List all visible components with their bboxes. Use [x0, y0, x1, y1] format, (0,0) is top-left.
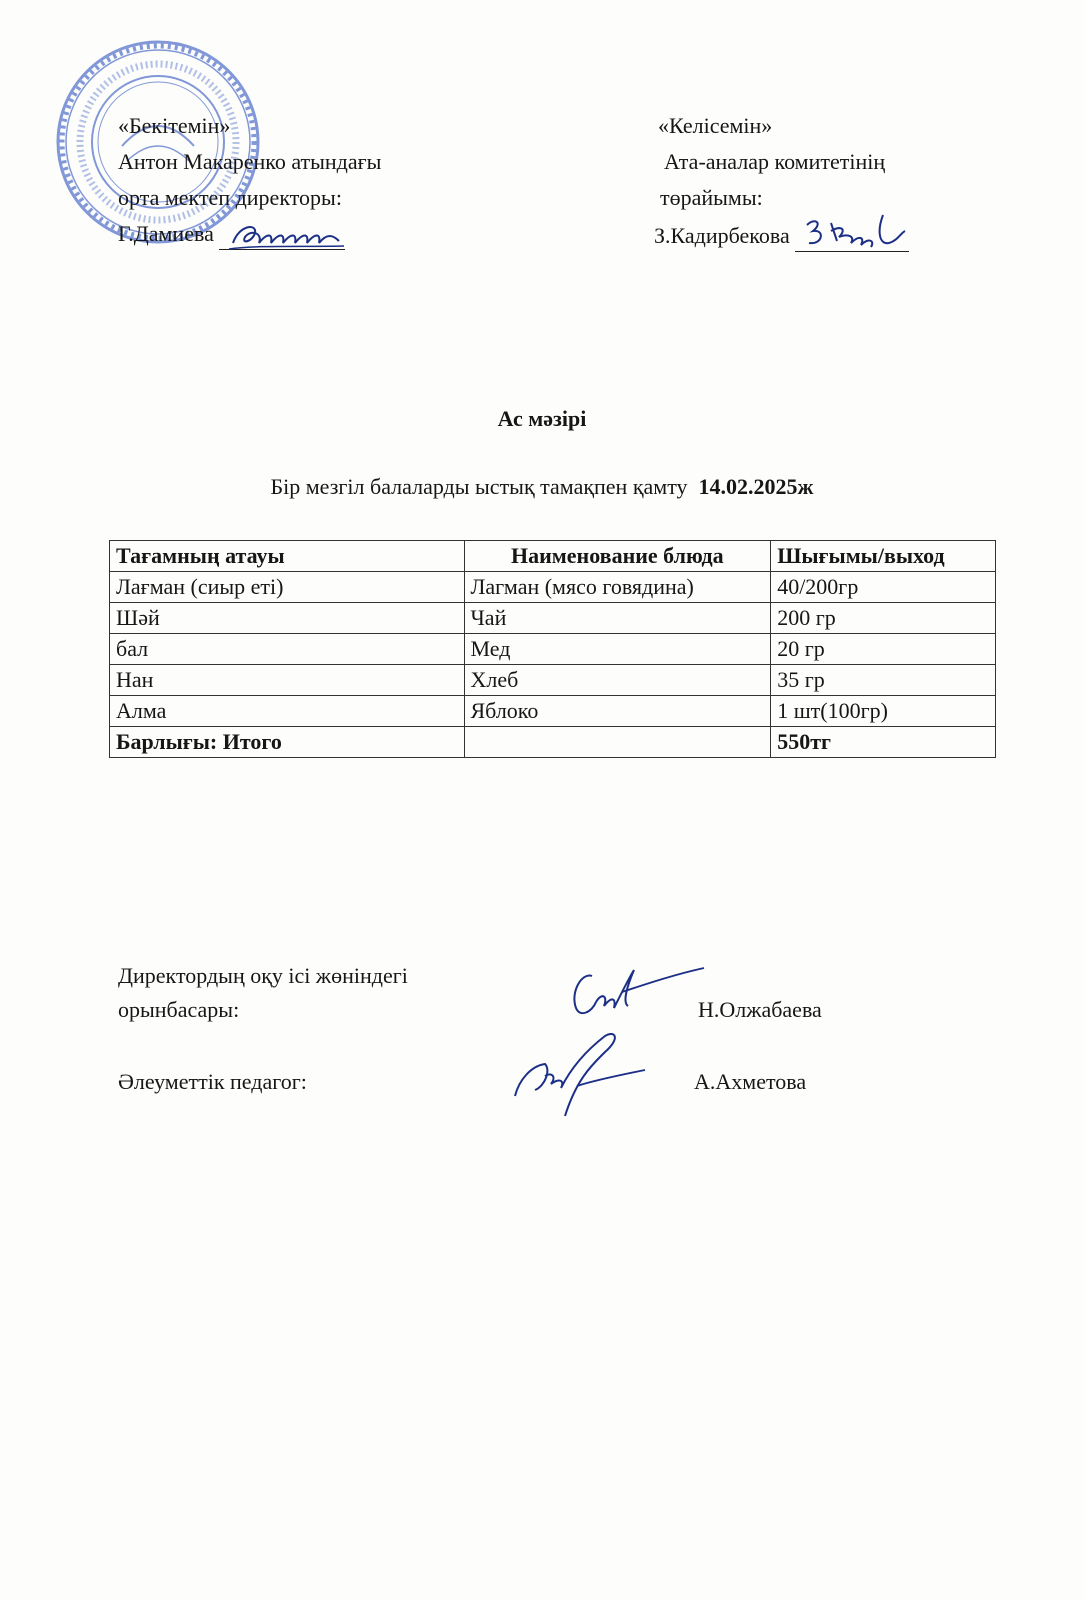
approve-heading: «Бекітемін» [118, 113, 231, 138]
approve-name-line [118, 218, 345, 250]
deputy-line1: Директордың оқу ісі жөніндегі [118, 963, 408, 988]
cell-kazakh: бал [110, 634, 465, 665]
agree-name: З.Кадирбекова [654, 223, 790, 248]
header-russian: Наименование блюда [464, 541, 771, 572]
subtitle-date: 14.02.2025ж [698, 474, 814, 499]
table-header-row [110, 541, 996, 572]
cell-russian: Чай [464, 603, 771, 634]
header-output: Шығымы/выход [771, 541, 996, 572]
document-subtitle [0, 474, 1084, 500]
cell-russian: Лагман (мясо говядина) [464, 572, 771, 603]
agree-signature-line [795, 225, 909, 252]
deputy-line2: орынбасары: [118, 997, 240, 1022]
cell-kazakh: Лағман (сиыр еті) [110, 572, 465, 603]
deputy-signature [562, 962, 712, 1024]
cell-kazakh: Алма [110, 696, 465, 727]
table-row [110, 634, 996, 665]
table-row [110, 572, 996, 603]
cell-kazakh: Шәй [110, 603, 465, 634]
approve-signature-line [219, 223, 345, 250]
agree-heading: «Келісемін» [658, 113, 773, 138]
table-total-row [110, 727, 996, 758]
cell-kazakh: Нан [110, 665, 465, 696]
cell-output: 40/200гр [771, 572, 996, 603]
committee-signature [801, 211, 913, 253]
social-signature [505, 1030, 655, 1122]
approve-line2: орта мектеп директоры: [118, 185, 342, 210]
approve-name: Г.Дамиева [118, 221, 214, 246]
cell-russian: Яблоко [464, 696, 771, 727]
total-empty [464, 727, 771, 758]
table-row [110, 696, 996, 727]
cell-russian: Мед [464, 634, 771, 665]
cell-output: 200 гр [771, 603, 996, 634]
agree-line1: Ата-аналар комитетінің [664, 149, 886, 174]
official-stamp [52, 36, 264, 248]
director-signature [229, 219, 349, 253]
document-title: Ас мәзірі [497, 406, 587, 431]
table-row [110, 603, 996, 634]
deputy-name: Н.Олжабаева [698, 997, 822, 1022]
cell-russian: Хлеб [464, 665, 771, 696]
table-row [110, 665, 996, 696]
cell-output: 35 гр [771, 665, 996, 696]
header-kazakh: Тағамның атауы [110, 541, 465, 572]
social-name: А.Ахметова [694, 1069, 807, 1094]
approve-line1: Антон Макаренко атындағы [118, 149, 382, 174]
social-label: Әлеуметтік педагог: [118, 1069, 307, 1094]
total-label: Барлығы: Итого [110, 727, 465, 758]
subtitle-text: Бір мезгіл балаларды ыстық тамақпен қамту [270, 474, 688, 499]
cell-output: 1 шт(100гр) [771, 696, 996, 727]
agree-name-line [654, 220, 909, 252]
total-value: 550тг [771, 727, 996, 758]
cell-output: 20 гр [771, 634, 996, 665]
menu-table [109, 540, 996, 758]
agree-line2: төрайымы: [660, 185, 763, 210]
